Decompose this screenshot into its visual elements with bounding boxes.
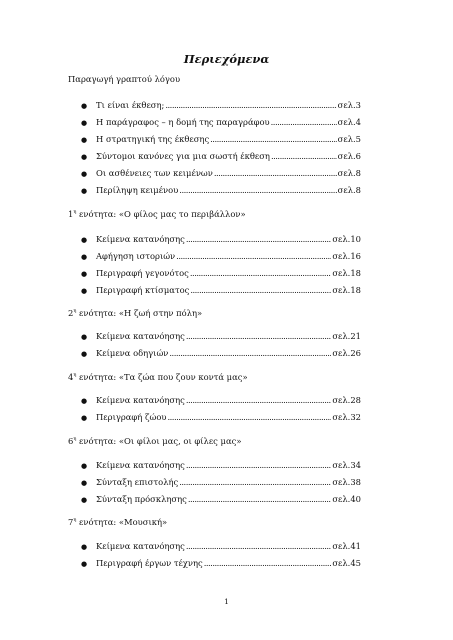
toc-entry-page: σελ.6 [337,151,361,161]
bullet-icon: ● [81,236,88,244]
section-heading-text: ενότητα: «Τα ζώα που ζουν κοντά μας» [79,372,248,382]
toc-entry-label: Κείμενα κατανόησης [96,331,185,341]
bullet-icon: ● [81,414,88,422]
bullet-icon: ● [81,102,88,110]
bullet-icon: ● [81,543,88,551]
dot-leader [165,100,336,110]
section-heading [68,74,180,84]
toc-entry[interactable] [81,251,361,261]
toc-entry[interactable] [81,541,361,551]
section-number: 1 [68,209,74,219]
section-number: 6 [68,436,74,446]
section-heading-text: ενότητα: «Μουσική» [79,517,168,527]
toc-entry-label: Σύνταξη επιστολής [96,477,179,487]
toc-entry-page: σελ.18 [332,268,361,278]
bullet-icon: ● [81,287,88,295]
ordinal-suffix: η [73,209,77,216]
dot-leader [271,117,337,127]
bullet-icon: ● [81,462,88,470]
toc-entry-page: σελ.16 [332,251,361,261]
toc-entry-label: Η παράγραφος – η δομή της παραγράφου [96,117,270,127]
section-heading-text: Παραγωγή γραπτού λόγου [68,74,181,84]
bullet-icon: ● [81,397,88,405]
section-number: 7 [68,517,74,527]
section-number: 2 [68,308,74,318]
dot-leader [186,395,331,405]
toc-entry-label: Περιγραφή γεγονότος [96,268,189,278]
toc-entry[interactable] [81,168,361,178]
toc-entry[interactable] [81,185,361,195]
toc-entry-label: Αφήγηση ιστοριών [96,251,176,261]
toc-entry[interactable] [81,268,361,278]
toc-entry-label: Περιγραφή ζώου [96,412,167,422]
toc-entry-page: σελ.32 [332,412,361,422]
toc-entry-page: σελ.18 [332,285,361,295]
bullet-icon: ● [81,253,88,261]
dot-leader [167,412,331,422]
toc-entry-page: σελ.41 [332,541,361,551]
dot-leader [190,268,331,278]
dot-leader [210,134,337,144]
toc-entry-label: Σύνταξη πρόσκλησης [96,494,187,504]
section-number: 4 [68,372,74,382]
ordinal-suffix: η [73,372,77,379]
toc-entry[interactable] [81,134,361,144]
dot-leader [204,558,332,568]
toc-entry-page: σελ.40 [332,494,361,504]
section-heading [68,517,167,527]
bullet-icon: ● [81,350,88,358]
toc-entry[interactable] [81,558,361,568]
bullet-icon: ● [81,333,88,341]
toc-entry-page: σελ.34 [332,460,361,470]
toc-entry-label: Σύντομοι κανόνες για μια σωστή έκθεση [96,151,270,161]
toc-entry-label: Οι ασθένειες των κειμένων [96,168,213,178]
dot-leader [186,331,331,341]
bullet-icon: ● [81,479,88,487]
toc-entry-page: σελ.38 [332,477,361,487]
toc-entry[interactable] [81,100,361,110]
toc-entry[interactable] [81,117,361,127]
toc-entry[interactable] [81,460,361,470]
dot-leader [179,185,336,195]
toc-entry[interactable] [81,285,361,295]
bullet-icon: ● [81,187,88,195]
toc-entry[interactable] [81,151,361,161]
dot-leader [214,168,337,178]
toc-entry[interactable] [81,234,361,244]
toc-entry-label: Περιγραφή κτίσματος [96,285,190,295]
toc-entry[interactable] [81,412,361,422]
toc-entry-page: σελ.5 [337,134,361,144]
dot-leader [186,234,331,244]
toc-entry[interactable] [81,348,361,358]
toc-entry-label: Κείμενα κατανόησης [96,395,185,405]
toc-entry-label: Περιγραφή έργων τέχνης [96,558,203,568]
toc-entry-page: σελ.21 [332,331,361,341]
toc-entry-page: σελ.28 [332,395,361,405]
ordinal-suffix: η [73,436,77,443]
bullet-icon: ● [81,153,88,161]
section-heading [68,308,202,318]
toc-entry[interactable] [81,331,361,341]
section-heading [68,372,248,382]
toc-entry-page: σελ.3 [337,100,361,110]
dot-leader [186,460,331,470]
toc-entry-page: σελ.8 [337,185,361,195]
bullet-icon: ● [81,270,88,278]
toc-entry-page: σελ.4 [337,117,361,127]
toc-entry-label: Κείμενα οδηγιών [96,348,169,358]
section-heading-text: ενότητα: «Ο φίλος μας το περιβάλλον» [79,209,246,219]
toc-entry-page: σελ.26 [332,348,361,358]
toc-entry-label: Κείμενα κατανόησης [96,460,185,470]
section-heading-text: ενότητα: «Η ζωή στην πόλη» [79,308,203,318]
bullet-icon: ● [81,496,88,504]
toc-entry-label: Περίληψη κειμένου [96,185,179,195]
ordinal-suffix: η [73,308,77,315]
section-heading [68,436,241,446]
toc-entry-page: σελ.45 [332,558,361,568]
page-number: 1 [224,597,229,606]
bullet-icon: ● [81,136,88,144]
dot-leader [271,151,337,161]
toc-entry-label: Η στρατηγική της έκθεσης [96,134,210,144]
bullet-icon: ● [81,119,88,127]
section-heading [68,209,246,219]
toc-entry[interactable] [81,494,361,504]
toc-entry-label: Κείμενα κατανόησης [96,541,185,551]
ordinal-suffix: η [73,517,77,524]
dot-leader [186,541,331,551]
bullet-icon: ● [81,170,88,178]
dot-leader [190,285,331,295]
dot-leader [179,477,331,487]
page-title: Περιεχόμενα [183,52,270,66]
toc-entry-label: Τι είναι έκθεση; [96,100,165,110]
toc-entry[interactable] [81,477,361,487]
dot-leader [188,494,331,504]
toc-entry-page: σελ.10 [332,234,361,244]
section-heading-text: ενότητα: «Οι φίλοι μας, οι φίλες μας» [79,436,242,446]
dot-leader [176,251,331,261]
toc-entry-label: Κείμενα κατανόησης [96,234,185,244]
bullet-icon: ● [81,560,88,568]
dot-leader [169,348,331,358]
toc-entry-page: σελ.8 [337,168,361,178]
toc-entry[interactable] [81,395,361,405]
